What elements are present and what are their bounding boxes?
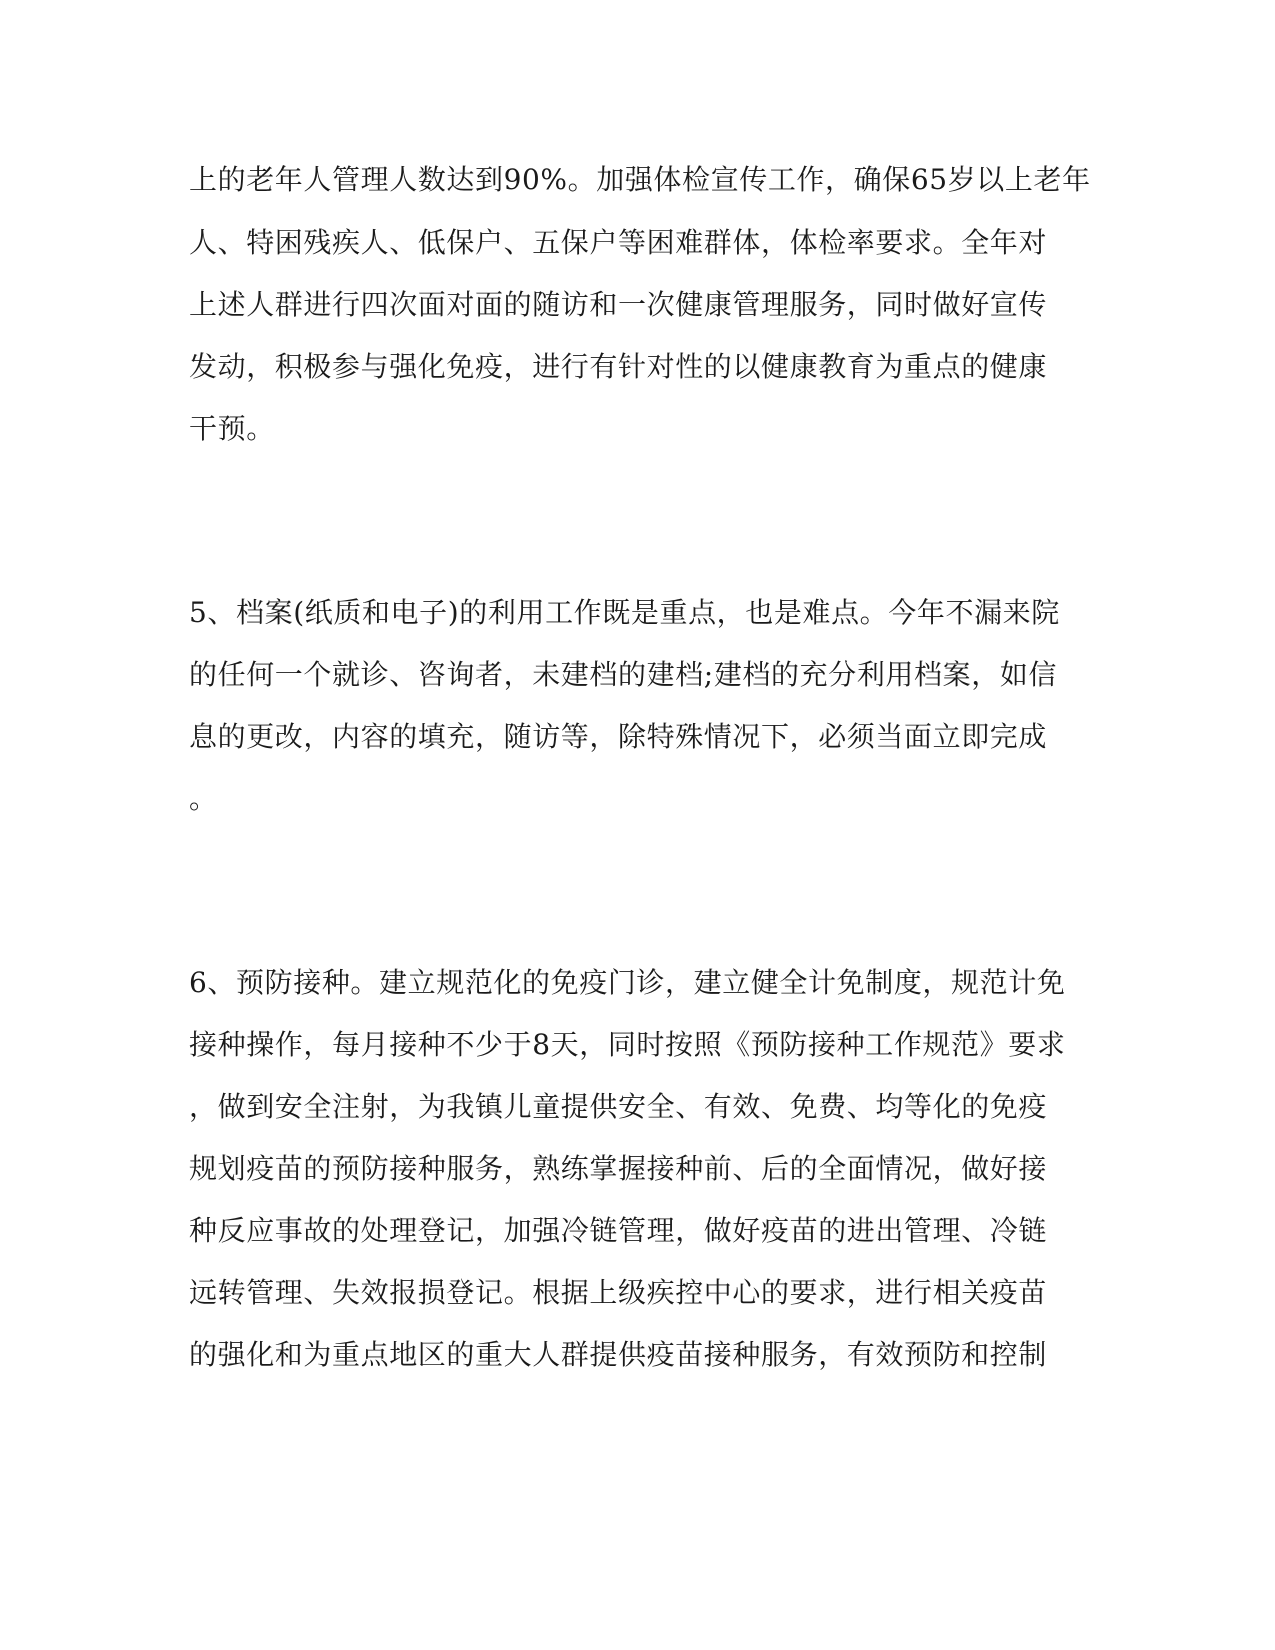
- text-line: 上述人群进行四次面对面的随访和一次健康管理服务，同时做好宣传: [189, 288, 1048, 321]
- text-line: 5、档案(纸质和电子)的利用工作既是重点，也是难点。今年不漏来院: [189, 596, 1060, 629]
- text-line: 干预。: [189, 412, 275, 445]
- text-line: 规划疫苗的预防接种服务，熟练掌握接种前、后的全面情况，做好接: [189, 1152, 1048, 1185]
- text-line: 的任何一个就诊、咨询者，未建档的建档;建档的充分利用档案，如信: [189, 658, 1058, 691]
- text-line: 种反应事故的处理登记，加强冷链管理，做好疫苗的进出管理、冷链: [189, 1214, 1048, 1247]
- text-line: 息的更改，内容的填充，随访等，除特殊情况下，必须当面立即完成: [189, 720, 1048, 753]
- text-line: 接种操作，每月接种不少于8天，同时按照《预防接种工作规范》要求: [189, 1028, 1066, 1061]
- text-line: 上的老年人管理人数达到90%。加强体检宣传工作，确保65岁以上老年: [189, 163, 1091, 196]
- text-line: 6、预防接种。建立规范化的免疫门诊，建立健全计免制度，规范计免: [189, 966, 1066, 999]
- text-line: 。: [189, 782, 218, 815]
- text-line: 远转管理、失效报损登记。根据上级疾控中心的要求，进行相关疫苗: [189, 1276, 1048, 1309]
- text-line: ，做到安全注射，为我镇儿童提供安全、有效、免费、均等化的免疫: [189, 1090, 1048, 1123]
- text-line: 的强化和为重点地区的重大人群提供疫苗接种服务，有效预防和控制: [189, 1338, 1048, 1371]
- text-line: 人、特困残疾人、低保户、五保户等困难群体，体检率要求。全年对: [189, 226, 1048, 259]
- text-line: 发动，积极参与强化免疫，进行有针对性的以健康教育为重点的健康: [189, 350, 1048, 383]
